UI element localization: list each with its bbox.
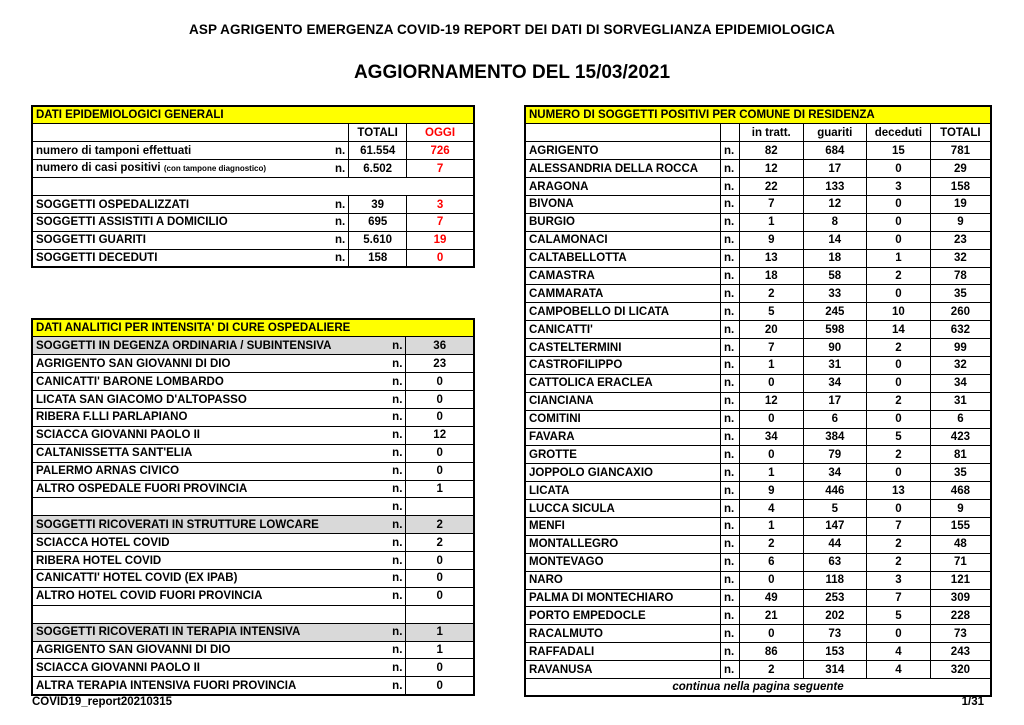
comune-in-tratt: 0: [739, 571, 803, 589]
comune-in-tratt: 82: [739, 142, 803, 160]
comune-deceduti: 7: [867, 517, 931, 535]
comune-totali: 260: [930, 303, 991, 321]
comune-deceduti: 0: [867, 500, 931, 518]
comune-totali: 32: [930, 249, 991, 267]
comune-guariti: 17: [803, 392, 866, 410]
comune-totali: 29: [930, 160, 991, 178]
casi-row: numero di casi positivi (con tampone diagnostico) n. 6.502 7: [32, 160, 474, 178]
comune-row: [525, 482, 991, 500]
comune-deceduti: 2: [867, 392, 931, 410]
general-row: SOGGETTI ASSISTITI A DOMICILIO n. 695 7: [32, 213, 474, 231]
comune-unit: n.: [721, 267, 740, 285]
comune-unit: n.: [721, 553, 740, 571]
comune-totali: 31: [930, 392, 991, 410]
comune-totali: 9: [930, 500, 991, 518]
comune-in-tratt: 22: [739, 178, 803, 196]
comune-row: [525, 446, 991, 464]
comune-totali: 99: [930, 339, 991, 357]
comune-deceduti: 0: [867, 625, 931, 643]
comune-row: [525, 303, 991, 321]
comune-unit: n.: [721, 392, 740, 410]
comune-in-tratt: 1: [739, 464, 803, 482]
comune-totali: 320: [930, 661, 991, 679]
comune-totali: 78: [930, 267, 991, 285]
comune-name: RAFFADALI: [525, 643, 721, 661]
comune-deceduti: 1: [867, 249, 931, 267]
comune-deceduti: 3: [867, 571, 931, 589]
lowcare-section-row: SOGGETTI RICOVERATI IN STRUTTURE LOWCARE n. 2: [32, 516, 474, 534]
comune-name: RACALMUTO: [525, 625, 721, 643]
comune-unit: n.: [721, 500, 740, 518]
comune-name: GROTTE: [525, 446, 721, 464]
comune-guariti: 14: [803, 231, 866, 249]
comune-row: [525, 571, 991, 589]
comune-deceduti: 0: [867, 285, 931, 303]
comune-row: [525, 356, 991, 374]
comune-in-tratt: 1: [739, 213, 803, 231]
comune-totali: 158: [930, 178, 991, 196]
comune-name: MENFI: [525, 517, 721, 535]
report-header: ASP AGRIGENTO EMERGENZA COVID-19 REPORT DEI DATI DI SORVEGLIANZA EPIDEMIOLOGICA: [189, 22, 835, 37]
hospital-row: AGRIGENTO SAN GIOVANNI DI DIO n. 23: [32, 355, 474, 373]
comune-name: RAVANUSA: [525, 661, 721, 679]
comune-deceduti: 0: [867, 195, 931, 213]
hospital-row: CANICATTI' HOTEL COVID (EX IPAB) n. 0: [32, 569, 474, 587]
comuni-table: [524, 105, 992, 697]
comune-guariti: 133: [803, 178, 866, 196]
comune-in-tratt: 2: [739, 535, 803, 553]
comune-row: [525, 500, 991, 518]
hospital-row: LICATA SAN GIACOMO D'ALTOPASSO n. 0: [32, 391, 474, 409]
comune-deceduti: 0: [867, 464, 931, 482]
general-data-table: [31, 105, 475, 268]
comune-deceduti: 4: [867, 643, 931, 661]
comune-name: COMITINI: [525, 410, 721, 428]
hospital-title: DATI ANALITICI PER INTENSITA' DI CURE OSPEDALIERE: [32, 319, 474, 337]
comune-totali: 48: [930, 535, 991, 553]
casi-label: numero di casi positivi: [36, 162, 161, 175]
col-in-tratt: in tratt.: [739, 124, 803, 142]
comune-unit: n.: [721, 517, 740, 535]
comune-unit: n.: [721, 464, 740, 482]
comune-totali: 632: [930, 321, 991, 339]
comune-guariti: 253: [803, 589, 866, 607]
comune-unit: n.: [721, 482, 740, 500]
hospital-row: SCIACCA HOTEL COVID n. 2: [32, 534, 474, 552]
comune-guariti: 31: [803, 356, 866, 374]
comune-name: CAMMARATA: [525, 285, 721, 303]
comune-name: CAMASTRA: [525, 267, 721, 285]
comune-name: CALAMONACI: [525, 231, 721, 249]
comune-name: BIVONA: [525, 195, 721, 213]
tamponi-row: numero di tamponi effettuati n. 61.554 726: [32, 142, 474, 160]
comune-unit: n.: [721, 625, 740, 643]
comune-in-tratt: 12: [739, 392, 803, 410]
comune-in-tratt: 9: [739, 231, 803, 249]
comune-in-tratt: 1: [739, 517, 803, 535]
comune-totali: 35: [930, 464, 991, 482]
comune-deceduti: 14: [867, 321, 931, 339]
comune-row: [525, 428, 991, 446]
comune-totali: 228: [930, 607, 991, 625]
degenza-section-row: SOGGETTI IN DEGENZA ORDINARIA / SUBINTENSIVA n. 36: [32, 337, 474, 355]
comune-unit: n.: [721, 410, 740, 428]
comune-totali: 81: [930, 446, 991, 464]
hospital-row: CALTANISSETTA SANT'ELIA n. 0: [32, 444, 474, 462]
comune-guariti: 33: [803, 285, 866, 303]
comune-deceduti: 2: [867, 553, 931, 571]
hospital-row: ALTRO OSPEDALE FUORI PROVINCIA n. 1: [32, 480, 474, 498]
comune-name: LUCCA SICULA: [525, 500, 721, 518]
hospital-row: RIBERA HOTEL COVID n. 0: [32, 552, 474, 570]
comune-deceduti: 13: [867, 482, 931, 500]
comune-guariti: 5: [803, 500, 866, 518]
comune-deceduti: 2: [867, 267, 931, 285]
comune-totali: 34: [930, 374, 991, 392]
comune-row: [525, 661, 991, 679]
comune-deceduti: 4: [867, 661, 931, 679]
general-row: SOGGETTI OSPEDALIZZATI n. 39 3: [32, 196, 474, 214]
comune-row: [525, 285, 991, 303]
comune-row: [525, 410, 991, 428]
comune-guariti: 598: [803, 321, 866, 339]
comune-deceduti: 2: [867, 535, 931, 553]
comune-guariti: 79: [803, 446, 866, 464]
col-totali: TOTALI: [930, 124, 991, 142]
comune-in-tratt: 20: [739, 321, 803, 339]
comune-row: [525, 160, 991, 178]
comune-row: [525, 142, 991, 160]
comune-guariti: 118: [803, 571, 866, 589]
comune-name: CALTABELLOTTA: [525, 249, 721, 267]
comune-name: CANICATTI': [525, 321, 721, 339]
comune-row: [525, 625, 991, 643]
comune-name: FAVARA: [525, 428, 721, 446]
comune-name: PALMA DI MONTECHIARO: [525, 589, 721, 607]
comune-name: PORTO EMPEDOCLE: [525, 607, 721, 625]
hospital-row: CANICATTI' BARONE LOMBARDO n. 0: [32, 373, 474, 391]
comuni-title: NUMERO DI SOGGETTI POSITIVI PER COMUNE DI RESIDENZA: [525, 106, 991, 124]
comune-unit: n.: [721, 249, 740, 267]
comune-name: MONTEVAGO: [525, 553, 721, 571]
hospital-row: PALERMO ARNAS CIVICO n. 0: [32, 462, 474, 480]
comune-guariti: 90: [803, 339, 866, 357]
comune-name: ALESSANDRIA DELLA ROCCA: [525, 160, 721, 178]
comune-deceduti: 0: [867, 213, 931, 231]
comune-totali: 423: [930, 428, 991, 446]
hospital-row: ALTRO HOTEL COVID FUORI PROVINCIA n. 0: [32, 587, 474, 605]
casi-note: (con tampone diagnostico): [163, 164, 267, 174]
hospital-row: AGRIGENTO SAN GIOVANNI DI DIO n. 1: [32, 641, 474, 659]
comune-unit: n.: [721, 160, 740, 178]
comune-name: NARO: [525, 571, 721, 589]
comune-name: CIANCIANA: [525, 392, 721, 410]
comune-row: [525, 589, 991, 607]
comune-unit: n.: [721, 535, 740, 553]
comune-in-tratt: 18: [739, 267, 803, 285]
comune-totali: 9: [930, 213, 991, 231]
comune-deceduti: 5: [867, 428, 931, 446]
comune-row: [525, 607, 991, 625]
report-id: COVID19_report20210315: [32, 696, 172, 708]
comune-row: [525, 392, 991, 410]
comune-in-tratt: 1: [739, 356, 803, 374]
comune-row: [525, 249, 991, 267]
comune-unit: n.: [721, 321, 740, 339]
col-oggi: OGGI: [407, 124, 474, 142]
comune-deceduti: 2: [867, 446, 931, 464]
comune-unit: n.: [721, 339, 740, 357]
comune-deceduti: 0: [867, 356, 931, 374]
page-number: 1/31: [961, 696, 984, 708]
comune-name: JOPPOLO GIANCAXIO: [525, 464, 721, 482]
comune-totali: 19: [930, 195, 991, 213]
comune-guariti: 58: [803, 267, 866, 285]
comune-guariti: 153: [803, 643, 866, 661]
comune-name: CASTELTERMINI: [525, 339, 721, 357]
comune-in-tratt: 0: [739, 410, 803, 428]
comune-unit: n.: [721, 142, 740, 160]
comune-name: CAMPOBELLO DI LICATA: [525, 303, 721, 321]
comune-in-tratt: 0: [739, 446, 803, 464]
comune-totali: 468: [930, 482, 991, 500]
comune-name: CASTROFILIPPO: [525, 356, 721, 374]
comune-in-tratt: 7: [739, 195, 803, 213]
comune-guariti: 73: [803, 625, 866, 643]
comune-totali: 155: [930, 517, 991, 535]
comune-unit: n.: [721, 661, 740, 679]
comune-name: MONTALLEGRO: [525, 535, 721, 553]
comune-in-tratt: 86: [739, 643, 803, 661]
comune-guariti: 147: [803, 517, 866, 535]
comune-totali: 73: [930, 625, 991, 643]
comune-deceduti: 0: [867, 160, 931, 178]
tamponi-label: numero di tamponi effettuati: [32, 142, 327, 160]
general-row: SOGGETTI GUARITI n. 5.610 19: [32, 231, 474, 249]
comune-in-tratt: 21: [739, 607, 803, 625]
comune-guariti: 34: [803, 374, 866, 392]
comune-unit: n.: [721, 446, 740, 464]
comune-deceduti: 10: [867, 303, 931, 321]
comune-guariti: 44: [803, 535, 866, 553]
comune-guariti: 8: [803, 213, 866, 231]
comune-unit: n.: [721, 571, 740, 589]
comune-row: [525, 231, 991, 249]
comune-guariti: 446: [803, 482, 866, 500]
hospital-care-table: DATI ANALITICI PER INTENSITA' DI CURE OSPEDALIERE SOGGETTI IN DEGENZA ORDINARIA / SUBINTENSIVA n. 36 AGRIGENTO SAN GIOVANNI DI DIO n. 23 CANICATTI' BARONE LOMBARDO n. 0 LICATA SAN GIACOMO D'ALTOPASSO n. 0 RIBERA F.LLI PARLAPIANO n. 0 SCIACCA GIOVANNI PAOLO II n. 12 CALTANISSETTA SANT'ELIA n. 0 PALERMO ARNAS CIVICO n. 0 ALTRO OSPEDALE FUORI PROVINCIA n. 1 n. SOGGETTI RICOVERATI IN STRUTTURE LOWCARE n. 2 SCIACCA HOTEL COVID n. 2 RIBERA HOTEL COVID n. 0 CANICATTI' HOTEL COVID (EX IPAB) n. 0 ALTRO HOTEL COVID FUORI PROVINCIA n. 0 SOGGETTI RICOVERATI IN TERAPIA INTENSIVA n. 1 AGRIGENTO SAN GIOVANNI DI DIO n. 1 SCIACCA GIOVANNI PAOLO II n. 0 ALTRA TERAPIA INTENSIVA FUORI PROVINCIA n. 0: [31, 318, 475, 696]
comune-in-tratt: 7: [739, 339, 803, 357]
hospital-row: SCIACCA GIOVANNI PAOLO II n. 0: [32, 659, 474, 677]
comune-totali: 6: [930, 410, 991, 428]
comune-unit: n.: [721, 607, 740, 625]
comune-name: BURGIO: [525, 213, 721, 231]
general-title: DATI EPIDEMIOLOGICI GENERALI: [32, 106, 474, 124]
continua-note: continua nella pagina seguente: [525, 679, 991, 697]
col-deceduti: deceduti: [867, 124, 931, 142]
comune-in-tratt: 0: [739, 625, 803, 643]
comune-row: [525, 553, 991, 571]
comune-guariti: 245: [803, 303, 866, 321]
comune-unit: n.: [721, 285, 740, 303]
comune-name: ARAGONA: [525, 178, 721, 196]
comune-deceduti: 0: [867, 410, 931, 428]
col-totali: TOTALI: [349, 124, 407, 142]
comune-unit: n.: [721, 231, 740, 249]
hospital-row: ALTRA TERAPIA INTENSIVA FUORI PROVINCIA n. 0: [32, 677, 474, 695]
comune-in-tratt: 12: [739, 160, 803, 178]
comune-guariti: 17: [803, 160, 866, 178]
comune-in-tratt: 34: [739, 428, 803, 446]
comune-in-tratt: 0: [739, 374, 803, 392]
comune-in-tratt: 49: [739, 589, 803, 607]
comune-unit: n.: [721, 356, 740, 374]
comune-deceduti: 15: [867, 142, 931, 160]
comune-totali: 23: [930, 231, 991, 249]
comune-unit: n.: [721, 178, 740, 196]
comune-row: [525, 374, 991, 392]
comune-name: CATTOLICA ERACLEA: [525, 374, 721, 392]
comune-deceduti: 3: [867, 178, 931, 196]
comune-in-tratt: 4: [739, 500, 803, 518]
comune-row: [525, 535, 991, 553]
comune-totali: 32: [930, 356, 991, 374]
comune-totali: 309: [930, 589, 991, 607]
comune-unit: n.: [721, 589, 740, 607]
comune-row: [525, 339, 991, 357]
update-date-title: AGGIORNAMENTO DEL 15/03/2021: [353, 62, 671, 83]
comune-guariti: 6: [803, 410, 866, 428]
comune-guariti: 384: [803, 428, 866, 446]
comune-in-tratt: 2: [739, 661, 803, 679]
col-guariti: guariti: [803, 124, 866, 142]
comune-unit: n.: [721, 643, 740, 661]
comune-row: [525, 643, 991, 661]
comune-unit: n.: [721, 303, 740, 321]
comune-row: [525, 464, 991, 482]
comune-in-tratt: 9: [739, 482, 803, 500]
comune-totali: 71: [930, 553, 991, 571]
comune-unit: n.: [721, 428, 740, 446]
comune-unit: n.: [721, 374, 740, 392]
comune-guariti: 202: [803, 607, 866, 625]
comune-row: [525, 267, 991, 285]
comune-row: [525, 213, 991, 231]
comune-deceduti: 0: [867, 231, 931, 249]
comune-guariti: 18: [803, 249, 866, 267]
comune-deceduti: 2: [867, 339, 931, 357]
hospital-row: RIBERA F.LLI PARLAPIANO n. 0: [32, 408, 474, 426]
comune-row: [525, 195, 991, 213]
comune-guariti: 34: [803, 464, 866, 482]
comune-in-tratt: 2: [739, 285, 803, 303]
comune-totali: 121: [930, 571, 991, 589]
comune-in-tratt: 5: [739, 303, 803, 321]
comune-deceduti: 7: [867, 589, 931, 607]
comune-deceduti: 5: [867, 607, 931, 625]
comune-totali: 35: [930, 285, 991, 303]
comune-totali: 243: [930, 643, 991, 661]
comune-guariti: 12: [803, 195, 866, 213]
comune-deceduti: 0: [867, 374, 931, 392]
comune-row: [525, 178, 991, 196]
comune-row: [525, 517, 991, 535]
intensiva-section-row: SOGGETTI RICOVERATI IN TERAPIA INTENSIVA n. 1: [32, 623, 474, 641]
general-row: SOGGETTI DECEDUTI n. 158 0: [32, 249, 474, 267]
comune-guariti: 684: [803, 142, 866, 160]
comune-name: LICATA: [525, 482, 721, 500]
comune-unit: n.: [721, 213, 740, 231]
comune-guariti: 63: [803, 553, 866, 571]
comune-in-tratt: 13: [739, 249, 803, 267]
hospital-row: SCIACCA GIOVANNI PAOLO II n. 12: [32, 426, 474, 444]
comune-totali: 781: [930, 142, 991, 160]
comune-unit: n.: [721, 195, 740, 213]
comune-in-tratt: 6: [739, 553, 803, 571]
comune-name: AGRIGENTO: [525, 142, 721, 160]
comune-guariti: 314: [803, 661, 866, 679]
comune-row: [525, 321, 991, 339]
